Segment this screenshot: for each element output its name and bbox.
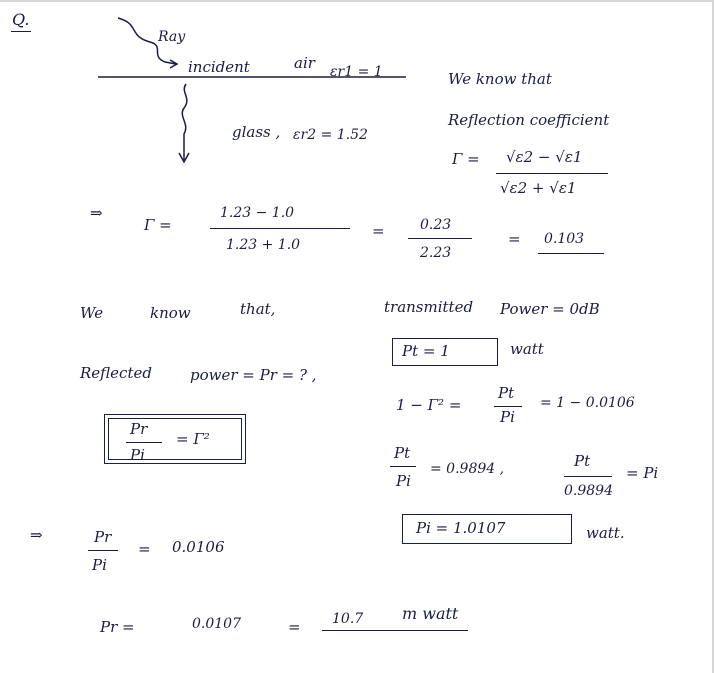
that-text: that, [240, 300, 276, 318]
power-0db-text: Power = 0dB [500, 300, 600, 318]
question-label: Q. [12, 10, 30, 29]
pt-equals-1: Pt = 1 [402, 342, 450, 360]
ray-label: Ray [158, 29, 186, 45]
calc-numerator-2: 0.23 [420, 217, 452, 233]
incident-label: incident [188, 58, 250, 76]
one-minus-gamma-sq: 1 − Γ² = [396, 396, 462, 414]
bottom-pr-num: Pr [94, 528, 112, 546]
calc-equals-2: = [508, 230, 521, 248]
gamma-eq-label: Γ = [144, 216, 172, 234]
know-text: know [150, 304, 191, 322]
box-rhs-gamma-sq: = Γ² [176, 430, 210, 448]
ratio-value: = 0.9894 , [430, 461, 505, 477]
implies-arrow-2: ⇒ [30, 526, 43, 544]
pt-num-3: Pt [574, 452, 591, 470]
ratio-den-value: 0.9894 [564, 483, 613, 499]
pt-over-pi-num: Pt [498, 384, 515, 402]
we-text: We [80, 304, 104, 322]
pr-pi-inner-box [108, 418, 242, 460]
box-denominator-pi: Pi [130, 446, 145, 464]
pr-value-0107: 0.0107 [192, 616, 241, 632]
pt-ratio-bar-3 [564, 476, 612, 477]
box-numerator-pr: Pr [130, 420, 148, 438]
pt-num-2: Pt [394, 444, 411, 462]
eps-r2-label: εr2 = 1.52 [293, 127, 368, 143]
we-know-that-text: We know that [448, 70, 552, 88]
pr-result-underline [322, 630, 468, 631]
calc-denominator-2: 2.23 [420, 245, 452, 261]
transmitted-ray-arrow [182, 84, 187, 160]
formula-denominator: √ε2 + √ε1 [500, 179, 577, 197]
calc-numerator-1: 1.23 − 1.0 [220, 205, 295, 221]
bottom-pi-den: Pi [92, 556, 107, 574]
implies-arrow-1: ⇒ [90, 204, 103, 222]
pt-pi-bar-2 [390, 466, 416, 467]
bottom-fraction-bar [88, 550, 118, 551]
calc-denominator-1: 1.23 + 1.0 [226, 237, 301, 253]
formula-fraction-bar [496, 173, 608, 174]
pr-result-value: 10.7 [332, 611, 364, 627]
calc-fraction-bar-1 [210, 228, 350, 229]
glass-label: glass , [232, 123, 281, 141]
gamma-symbol: Γ = [452, 150, 480, 168]
pt-over-pi-bar [494, 406, 522, 407]
gamma-result-underline [538, 253, 604, 254]
watt-label-1: watt [510, 340, 544, 358]
pr-equals-label: Pr = [100, 618, 135, 636]
equals-pi: = Pi [626, 464, 659, 482]
watt-label-2: watt. [586, 524, 625, 542]
pr-equals-2: = [288, 618, 301, 636]
pr-result-unit: m watt [402, 604, 459, 623]
transmitted-text: transmitted [384, 298, 474, 316]
box-fraction-bar [126, 442, 162, 443]
reflected-text: Reflected [80, 364, 152, 382]
calc-fraction-bar-2 [408, 238, 472, 239]
eps-r1-label: εr1 = 1 [330, 64, 383, 80]
calc-equals-1: = [372, 222, 385, 240]
bottom-equals: = [138, 540, 151, 558]
reflected-power-text: power = Pr = ? , [190, 366, 317, 384]
pi-den-2: Pi [396, 472, 411, 490]
air-label: air [294, 54, 315, 72]
pi-result: Pi = 1.0107 [416, 519, 506, 537]
bottom-value-0106: 0.0106 [172, 538, 225, 556]
formula-numerator: √ε2 − √ε1 [506, 148, 583, 166]
one-minus-value: = 1 − 0.0106 [540, 395, 635, 411]
reflection-coefficient-text: Reflection coefficient [448, 111, 610, 129]
pt-over-pi-den: Pi [500, 408, 515, 426]
gamma-result: 0.103 [544, 231, 585, 247]
